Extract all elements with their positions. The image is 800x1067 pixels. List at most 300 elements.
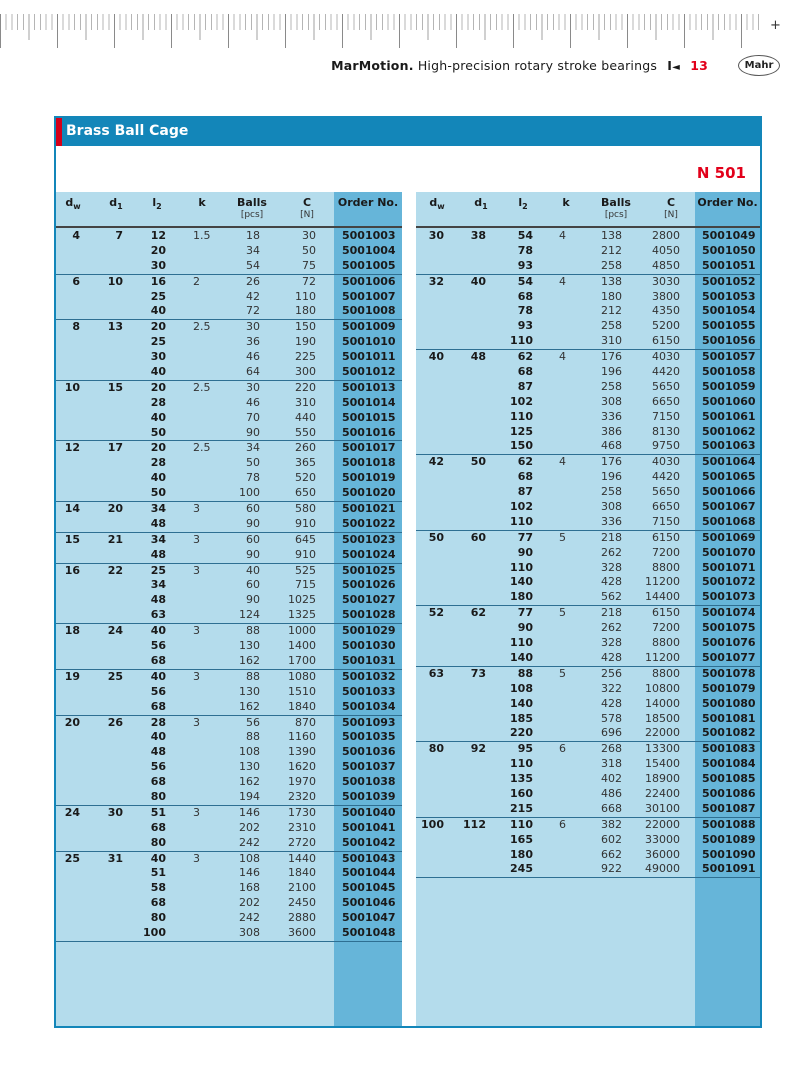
cell-c: 6650 xyxy=(652,394,680,408)
table-row xyxy=(56,639,402,654)
cell-c: 1700 xyxy=(288,653,316,667)
cell-order-no: 5001023 xyxy=(342,532,396,546)
cell-order-no: 5001078 xyxy=(702,666,756,680)
header-d1-sub: 1 xyxy=(117,202,123,211)
bearing-group xyxy=(416,455,760,530)
cell-l2: 110 xyxy=(510,560,533,574)
cell-c: 910 xyxy=(295,547,316,561)
cell-c: 190 xyxy=(295,335,316,349)
cell-balls: 162 xyxy=(239,699,260,713)
cell-c: 75 xyxy=(302,258,316,272)
cell-l2: 150 xyxy=(510,439,533,453)
cell-c: 5650 xyxy=(652,485,680,499)
cell-balls: 78 xyxy=(246,471,260,485)
header-balls-unit: [pcs] xyxy=(604,210,628,220)
table-row xyxy=(416,319,760,334)
cell-l2: 140 xyxy=(510,575,533,589)
cell-c: 22000 xyxy=(645,817,680,831)
header-balls-label: Balls xyxy=(601,196,631,209)
cell-d1: 10 xyxy=(107,274,123,288)
cell-dw: 100 xyxy=(421,817,444,831)
cell-order-no: 5001044 xyxy=(342,866,396,880)
cell-l2: 90 xyxy=(517,545,533,559)
cell-balls: 336 xyxy=(601,409,622,423)
cell-c: 180 xyxy=(295,304,316,318)
cell-c: 6150 xyxy=(652,530,680,544)
cell-l2: 77 xyxy=(517,530,533,544)
table-row xyxy=(416,395,760,410)
table-row xyxy=(56,502,402,517)
cell-l2: 180 xyxy=(510,847,533,861)
cell-order-no: 5001036 xyxy=(342,745,396,759)
bearing-group xyxy=(416,742,760,817)
cell-l2: 30 xyxy=(150,350,166,364)
cell-order-no: 5001073 xyxy=(702,590,756,604)
cell-c: 715 xyxy=(295,578,316,592)
cell-order-no: 5001064 xyxy=(702,455,756,469)
cell-order-no: 5001038 xyxy=(342,775,396,789)
cell-l2: 68 xyxy=(150,820,166,834)
cell-k: 4 xyxy=(559,274,566,288)
cell-balls: 308 xyxy=(601,500,622,514)
cell-balls: 196 xyxy=(601,365,622,379)
cell-d1: 22 xyxy=(107,563,123,577)
table-row xyxy=(416,636,760,651)
cell-order-no: 5001025 xyxy=(342,563,396,577)
header-c xyxy=(292,196,322,230)
cell-c: 2100 xyxy=(288,881,316,895)
cell-balls: 256 xyxy=(601,666,622,680)
cell-c: 650 xyxy=(295,486,316,500)
bearing-group xyxy=(416,818,760,879)
cell-k: 3 xyxy=(193,624,200,638)
cell-l2: 40 xyxy=(150,365,166,379)
cell-c: 4420 xyxy=(652,470,680,484)
cell-balls: 26 xyxy=(246,274,260,288)
cell-order-no: 5001062 xyxy=(702,424,756,438)
cell-l2: 93 xyxy=(517,258,533,272)
cell-order-no: 5001031 xyxy=(342,653,396,667)
table-row xyxy=(56,381,402,396)
table-row xyxy=(416,606,760,621)
cell-order-no: 5001009 xyxy=(342,320,396,334)
cell-k: 3 xyxy=(193,851,200,865)
cell-l2: 63 xyxy=(150,608,166,622)
cell-order-no: 5001008 xyxy=(342,304,396,318)
header-balls-label: Balls xyxy=(237,196,267,209)
cell-l2: 110 xyxy=(510,817,533,831)
table-row xyxy=(416,290,760,305)
cell-dw: 25 xyxy=(64,851,80,865)
table-row xyxy=(416,304,760,319)
cell-balls: 382 xyxy=(601,817,622,831)
cell-c: 300 xyxy=(295,365,316,379)
header-k xyxy=(556,196,576,230)
cell-order-no: 5001047 xyxy=(342,911,396,925)
cell-d1: 112 xyxy=(463,817,486,831)
cell-l2: 20 xyxy=(150,441,166,455)
ruler-strip xyxy=(0,14,760,48)
cell-l2: 78 xyxy=(517,304,533,318)
cell-l2: 40 xyxy=(150,669,166,683)
cell-order-no: 5001027 xyxy=(342,593,396,607)
table-row xyxy=(56,670,402,685)
header-l2 xyxy=(508,196,538,230)
cell-order-no: 5001016 xyxy=(342,425,396,439)
cell-d1: 26 xyxy=(107,715,123,729)
cell-c: 1620 xyxy=(288,760,316,774)
bearing-group xyxy=(416,229,760,275)
cell-l2: 40 xyxy=(150,851,166,865)
header-d1-label: d xyxy=(109,196,118,209)
cell-dw: 19 xyxy=(64,669,80,683)
cell-c: 7150 xyxy=(652,514,680,528)
brand-name: MarMotion. xyxy=(331,58,414,73)
table-row xyxy=(56,716,402,731)
cell-c: 18900 xyxy=(645,772,680,786)
cell-l2: 110 xyxy=(510,757,533,771)
cell-balls: 668 xyxy=(601,801,622,815)
cell-order-no: 5001026 xyxy=(342,578,396,592)
cell-balls: 72 xyxy=(246,304,260,318)
cell-l2: 110 xyxy=(510,334,533,348)
cell-d1: 40 xyxy=(470,274,486,288)
cell-k: 5 xyxy=(559,606,566,620)
cell-d1: 15 xyxy=(107,380,123,394)
cell-l2: 160 xyxy=(510,786,533,800)
cell-c: 15400 xyxy=(645,757,680,771)
table-row xyxy=(416,500,760,515)
table-row xyxy=(416,818,760,833)
cell-balls: 60 xyxy=(246,532,260,546)
table-row xyxy=(56,411,402,426)
cell-order-no: 5001082 xyxy=(702,726,756,740)
cell-balls: 18 xyxy=(246,229,260,242)
cell-order-no: 5001013 xyxy=(342,380,396,394)
table-row xyxy=(56,821,402,836)
table-row xyxy=(416,410,760,425)
cell-l2: 34 xyxy=(150,532,166,546)
cell-order-no: 5001081 xyxy=(702,711,756,725)
cell-c: 7150 xyxy=(652,409,680,423)
cell-balls: 218 xyxy=(601,530,622,544)
bearing-group xyxy=(416,667,760,742)
table-row xyxy=(56,896,402,911)
table-row xyxy=(416,546,760,561)
table-row xyxy=(416,833,760,848)
table-row xyxy=(56,304,402,319)
cell-d1: 7 xyxy=(115,229,123,242)
cell-order-no: 5001049 xyxy=(702,229,756,242)
table-row xyxy=(56,608,402,623)
cell-balls: 100 xyxy=(239,486,260,500)
cell-k: 3 xyxy=(193,715,200,729)
header-c-unit: [N] xyxy=(664,210,678,220)
cell-l2: 77 xyxy=(517,606,533,620)
cell-order-no: 5001083 xyxy=(702,742,756,756)
table-row xyxy=(56,926,402,941)
cell-order-no: 5001087 xyxy=(702,801,756,815)
table-row xyxy=(56,471,402,486)
cell-l2: 125 xyxy=(510,424,533,438)
cell-balls: 88 xyxy=(246,624,260,638)
cell-order-no: 5001043 xyxy=(342,851,396,865)
cell-c: 9750 xyxy=(652,439,680,453)
cell-l2: 20 xyxy=(150,320,166,334)
cell-d1: 73 xyxy=(470,666,486,680)
cell-c: 22000 xyxy=(645,726,680,740)
cell-d1: 13 xyxy=(107,320,123,334)
cell-order-no: 5001028 xyxy=(342,608,396,622)
cell-balls: 54 xyxy=(246,258,260,272)
cell-c: 1160 xyxy=(288,730,316,744)
cell-order-no: 5001058 xyxy=(702,365,756,379)
table-row xyxy=(416,697,760,712)
cell-c: 33000 xyxy=(645,832,680,846)
header-l2-sub: 2 xyxy=(522,202,528,211)
cell-order-no: 5001042 xyxy=(342,835,396,849)
header-dw-sub: w xyxy=(437,202,445,211)
table-row xyxy=(56,486,402,501)
cell-c: 5650 xyxy=(652,379,680,393)
cell-l2: 68 xyxy=(517,365,533,379)
cell-c: 10800 xyxy=(645,681,680,695)
cell-balls: 696 xyxy=(601,726,622,740)
table-row xyxy=(56,593,402,608)
cell-c: 49000 xyxy=(645,862,680,876)
cell-l2: 40 xyxy=(150,624,166,638)
cell-l2: 56 xyxy=(150,684,166,698)
table-row xyxy=(416,244,760,259)
cell-c: 11200 xyxy=(645,575,680,589)
cell-c: 220 xyxy=(295,380,316,394)
cell-balls: 328 xyxy=(601,636,622,650)
cell-c: 2800 xyxy=(652,229,680,242)
cell-order-no: 5001091 xyxy=(702,862,756,876)
cell-k: 6 xyxy=(559,817,566,831)
cell-c: 4030 xyxy=(652,350,680,364)
cell-c: 2450 xyxy=(288,896,316,910)
cell-c: 580 xyxy=(295,502,316,516)
table-body xyxy=(416,229,760,878)
cell-order-no: 5001037 xyxy=(342,760,396,774)
cell-c: 310 xyxy=(295,395,316,409)
cell-order-no: 5001089 xyxy=(702,832,756,846)
cell-l2: 68 xyxy=(517,470,533,484)
cell-balls: 176 xyxy=(601,455,622,469)
cell-balls: 402 xyxy=(601,772,622,786)
cell-balls: 308 xyxy=(601,394,622,408)
table-row xyxy=(416,712,760,727)
cell-dw: 4 xyxy=(72,229,80,242)
table-row xyxy=(56,730,402,745)
cell-l2: 108 xyxy=(510,681,533,695)
cell-dw: 8 xyxy=(72,320,80,334)
cell-c: 1840 xyxy=(288,866,316,880)
cell-c: 2880 xyxy=(288,911,316,925)
table-row xyxy=(56,441,402,456)
cell-c: 1730 xyxy=(288,805,316,819)
header-k xyxy=(192,196,212,230)
header-balls xyxy=(596,196,636,230)
cell-order-no: 5001015 xyxy=(342,410,396,424)
cell-l2: 51 xyxy=(150,866,166,880)
cell-k: 5 xyxy=(559,666,566,680)
table-row xyxy=(416,802,760,817)
cell-order-no: 5001030 xyxy=(342,639,396,653)
cell-balls: 90 xyxy=(246,425,260,439)
right-table xyxy=(416,192,760,1026)
header-c-label: C xyxy=(302,196,312,209)
cell-dw: 42 xyxy=(428,455,444,469)
cell-k: 3 xyxy=(193,502,200,516)
cell-l2: 68 xyxy=(150,653,166,667)
cell-balls: 202 xyxy=(239,820,260,834)
cell-balls: 602 xyxy=(601,832,622,846)
cell-l2: 68 xyxy=(150,699,166,713)
cell-l2: 78 xyxy=(517,243,533,257)
table-body xyxy=(56,229,402,942)
cell-dw: 52 xyxy=(428,606,444,620)
table-row xyxy=(56,685,402,700)
cell-d1: 30 xyxy=(107,805,123,819)
cell-l2: 28 xyxy=(150,456,166,470)
cell-c: 4030 xyxy=(652,455,680,469)
cell-c: 30100 xyxy=(645,801,680,815)
table-row xyxy=(56,275,402,290)
table-row xyxy=(416,726,760,741)
cell-c: 110 xyxy=(295,289,316,303)
cell-l2: 185 xyxy=(510,711,533,725)
header-balls xyxy=(232,196,272,230)
cell-l2: 20 xyxy=(150,380,166,394)
cell-k: 3 xyxy=(193,532,200,546)
cell-k: 2.5 xyxy=(193,441,211,455)
table-row xyxy=(56,229,402,244)
cell-order-no: 5001022 xyxy=(342,516,396,530)
page-header xyxy=(331,58,708,73)
cell-l2: 62 xyxy=(517,350,533,364)
cell-balls: 56 xyxy=(246,715,260,729)
cell-order-no: 5001019 xyxy=(342,471,396,485)
cell-l2: 140 xyxy=(510,696,533,710)
cell-c: 1400 xyxy=(288,639,316,653)
bearing-group xyxy=(56,320,402,381)
cell-balls: 34 xyxy=(246,441,260,455)
cell-l2: 80 xyxy=(150,789,166,803)
header-balls-unit: [pcs] xyxy=(240,210,264,220)
bearing-group xyxy=(56,670,402,716)
cell-l2: 20 xyxy=(150,243,166,257)
cell-balls: 318 xyxy=(601,757,622,771)
arrow-left-icon: ◄ xyxy=(672,62,681,73)
cell-l2: 25 xyxy=(150,289,166,303)
table-row xyxy=(416,742,760,757)
header-d1 xyxy=(466,196,496,230)
cell-order-no: 5001005 xyxy=(342,258,396,272)
cell-c: 1440 xyxy=(288,851,316,865)
cell-k: 3 xyxy=(193,563,200,577)
mahr-logo: Mahr xyxy=(738,55,780,76)
cell-c: 550 xyxy=(295,425,316,439)
cell-balls: 90 xyxy=(246,516,260,530)
header-c-label: C xyxy=(666,196,676,209)
bearing-group xyxy=(56,275,402,321)
cell-order-no: 5001054 xyxy=(702,304,756,318)
cell-balls: 212 xyxy=(601,304,622,318)
table-row xyxy=(416,787,760,802)
cell-order-no: 5001057 xyxy=(702,350,756,364)
cell-order-no: 5001003 xyxy=(342,229,396,242)
cell-d1: 24 xyxy=(107,624,123,638)
header-rule xyxy=(416,226,760,228)
cell-l2: 135 xyxy=(510,772,533,786)
cell-balls: 180 xyxy=(601,289,622,303)
cell-c: 4420 xyxy=(652,365,680,379)
header-d1-label: d xyxy=(474,196,483,209)
cell-c: 8800 xyxy=(652,666,680,680)
cell-order-no: 5001052 xyxy=(702,274,756,288)
table-row xyxy=(56,365,402,380)
cell-c: 3030 xyxy=(652,274,680,288)
cell-dw: 10 xyxy=(64,380,80,394)
table-row xyxy=(416,772,760,787)
cell-dw: 30 xyxy=(428,229,444,242)
table-row xyxy=(56,806,402,821)
table-row xyxy=(416,667,760,682)
cell-l2: 16 xyxy=(150,274,166,288)
cell-l2: 56 xyxy=(150,639,166,653)
cell-order-no: 5001045 xyxy=(342,881,396,895)
cell-balls: 138 xyxy=(601,274,622,288)
cell-l2: 90 xyxy=(517,621,533,635)
cell-c: 520 xyxy=(295,471,316,485)
header-dw xyxy=(422,196,452,230)
cell-c: 4350 xyxy=(652,304,680,318)
cell-dw: 15 xyxy=(64,532,80,546)
table-row xyxy=(56,533,402,548)
cell-order-no: 5001084 xyxy=(702,757,756,771)
cell-c: 1390 xyxy=(288,745,316,759)
cell-c: 3600 xyxy=(288,925,316,939)
table-row xyxy=(56,244,402,259)
cell-c: 50 xyxy=(302,243,316,257)
cell-c: 8130 xyxy=(652,424,680,438)
cell-l2: 93 xyxy=(517,319,533,333)
cell-dw: 16 xyxy=(64,563,80,577)
cell-balls: 468 xyxy=(601,439,622,453)
cell-c: 2310 xyxy=(288,820,316,834)
cell-l2: 51 xyxy=(150,805,166,819)
header-rule xyxy=(56,226,402,228)
cell-balls: 662 xyxy=(601,847,622,861)
cell-l2: 54 xyxy=(517,229,533,242)
cell-balls: 108 xyxy=(239,851,260,865)
header-order-no-label: Order No. xyxy=(697,196,758,209)
cell-l2: 40 xyxy=(150,304,166,318)
table-row xyxy=(416,531,760,546)
cell-c: 870 xyxy=(295,715,316,729)
header-c xyxy=(656,196,686,230)
product-table-panel xyxy=(54,116,762,1028)
cell-l2: 28 xyxy=(150,715,166,729)
cell-c: 7200 xyxy=(652,621,680,635)
table-row xyxy=(416,561,760,576)
table-row xyxy=(416,621,760,636)
bearing-group xyxy=(56,564,402,625)
cell-k: 4 xyxy=(559,350,566,364)
cell-balls: 194 xyxy=(239,789,260,803)
